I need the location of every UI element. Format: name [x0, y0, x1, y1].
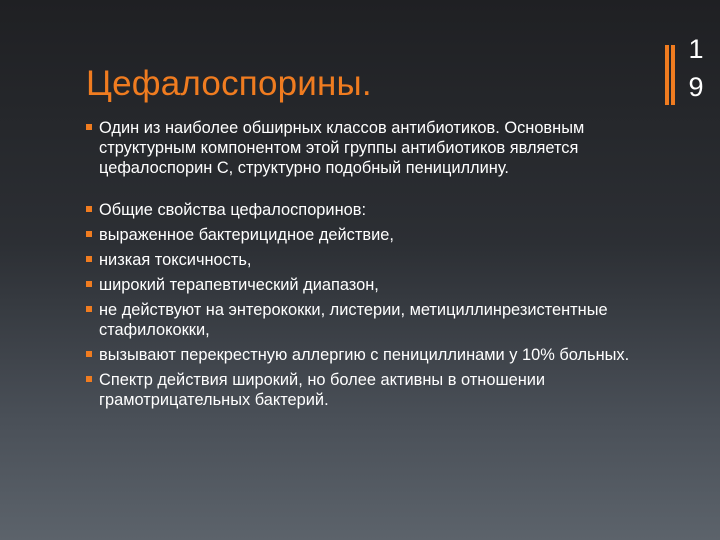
bullet-item — [86, 275, 646, 295]
bullet-item — [86, 118, 646, 178]
slide-number-bottom: 9 — [688, 72, 704, 102]
bullet-text: вызывают перекрестную аллергию с пенициллинами у 10% больных. — [99, 346, 630, 364]
bullet-text: Спектр действия широкий, но более активны в отношении грамотрицательных бактерий. — [99, 371, 546, 409]
bullet-text: широкий терапевтический диапазон, — [99, 276, 379, 294]
accent-bar-left — [665, 45, 669, 105]
bullet-item — [86, 370, 646, 410]
square-bullet-icon — [86, 256, 92, 262]
square-bullet-icon — [86, 306, 92, 312]
bullet-item — [86, 250, 646, 270]
square-bullet-icon — [86, 124, 92, 130]
bullet-list-properties — [86, 200, 646, 410]
square-bullet-icon — [86, 376, 92, 382]
square-bullet-icon — [86, 351, 92, 357]
bullet-list-intro — [86, 118, 646, 178]
square-bullet-icon — [86, 231, 92, 237]
slide-content — [86, 118, 646, 415]
bullet-text: Общие свойства цефалоспоринов: — [99, 201, 367, 219]
bullet-text: выраженное бактерицидное действие, — [99, 226, 394, 244]
bullet-item — [86, 345, 646, 365]
square-bullet-icon — [86, 206, 92, 212]
bullet-text: низкая токсичность, — [99, 251, 252, 269]
slide-number — [683, 30, 709, 106]
bullet-text: Один из наиболее обширных классов антибиотиков. Основным структурным компонентом этой группы антибиотиков является цефалоспорин C, структурно подобный пенициллину. — [99, 119, 585, 177]
slide-number-top: 1 — [688, 34, 704, 64]
bullet-item — [86, 300, 646, 340]
bullet-item — [86, 225, 646, 245]
slide-title: Цефалоспорины. — [86, 64, 372, 103]
bullet-text: не действуют на энтерококки, листерии, метициллинрезистентные стафилококки, — [99, 301, 608, 339]
accent-bar-right — [671, 45, 675, 105]
square-bullet-icon — [86, 281, 92, 287]
bullet-item — [86, 200, 646, 220]
